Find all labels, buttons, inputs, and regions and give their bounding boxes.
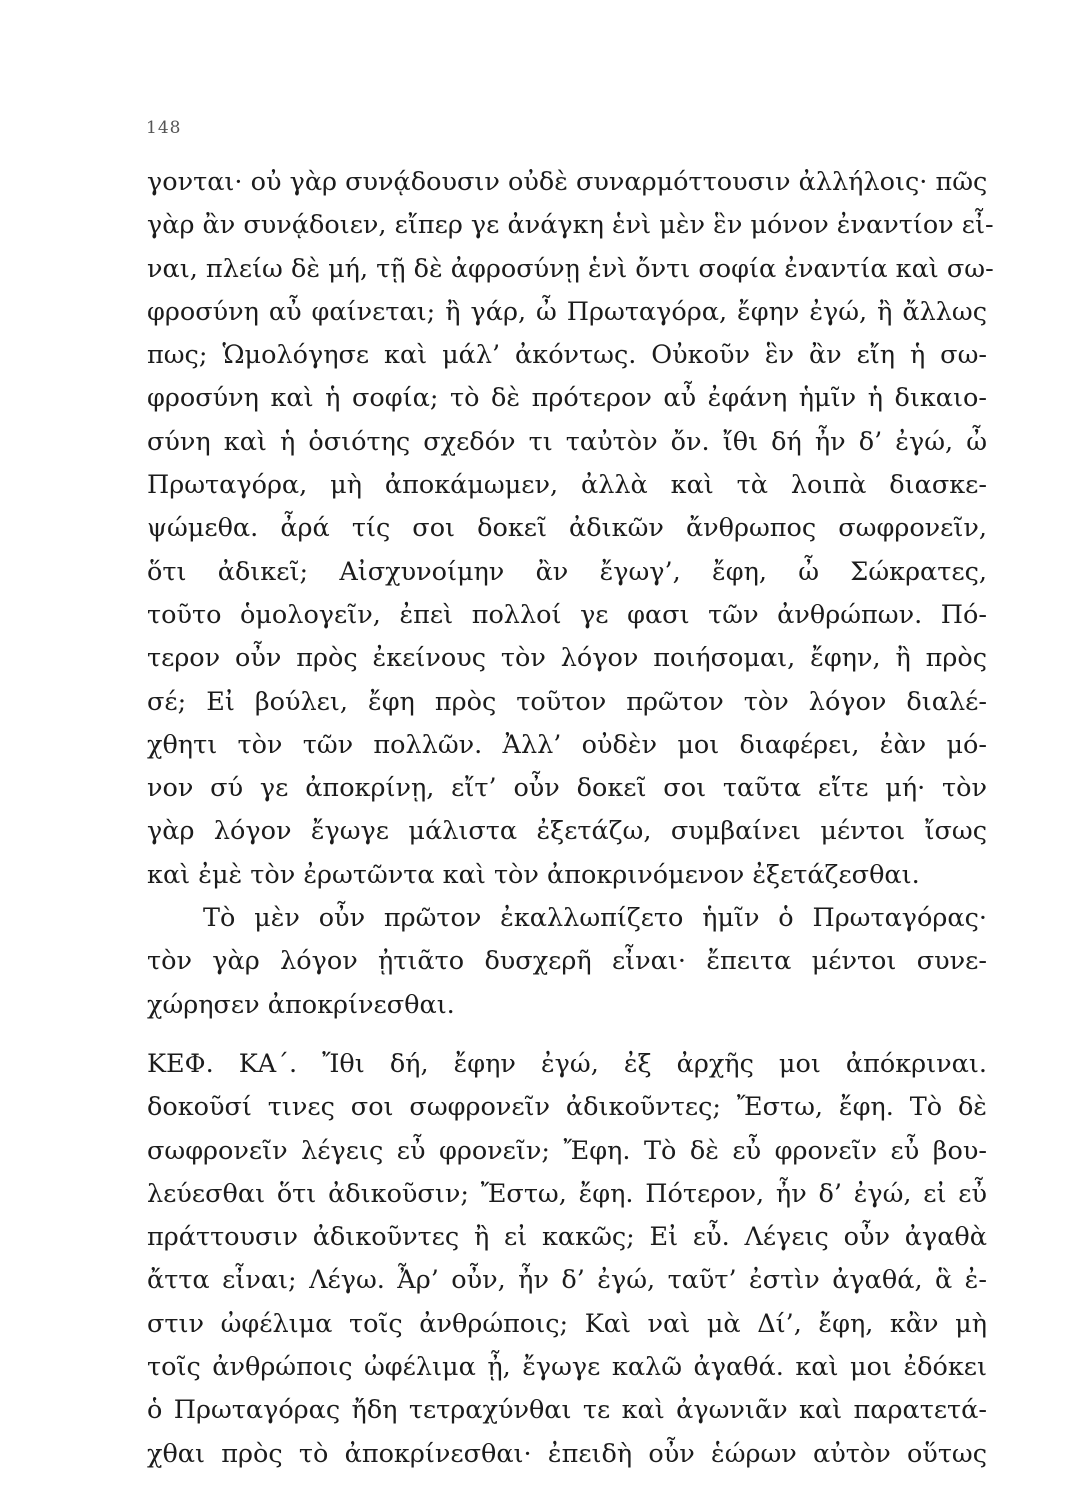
text-line: λεύεσθαι ὅτι ἀδικοῦσιν; Ἔστω, ἔφη. Πότερον, ἦν δ’ ἐγώ, εἰ εὖ	[147, 1178, 987, 1209]
text-line: φροσύνη καὶ ἡ σοφία; τὸ δὲ πρότερον αὖ ἐφάνη ἡμῖν ἡ δικαιο-	[147, 383, 987, 414]
text-line: τερον οὖν πρὸς ἐκείνους τὸν λόγον ποιήσομαι, ἔφην, ἢ πρὸς	[147, 643, 987, 674]
text-line: Πρωταγόρα, μὴ ἀποκάμωμεν, ἀλλὰ καὶ τὰ λοιπὰ διασκε-	[147, 470, 987, 501]
text-line: νον σύ γε ἀποκρίνῃ, εἴτ’ οὖν δοκεῖ σοι ταῦτα εἴτε μή· τὸν	[147, 773, 987, 804]
text-line: ὅτι ἀδικεῖ; Αἰσχυνοίμην ἂν ἔγωγ’, ἔφη, ὦ Σώκρατες,	[147, 556, 987, 587]
text-line: σύνη καὶ ἡ ὁσιότης σχεδόν τι ταὐτὸν ὄν. ἴθι δή ἦν δ’ ἐγώ, ὦ	[147, 426, 987, 457]
text-line: τὸν γὰρ λόγον ᾐτιᾶτο δυσχερῆ εἶναι· ἔπειτα μέντοι συνε-	[147, 946, 987, 977]
text-line: δοκοῦσί τινες σοι σωφρονεῖν ἀδικοῦντες; Ἔστω, ἔφη. Τὸ δὲ	[147, 1092, 987, 1123]
text-line: ὁ Πρωταγόρας ἤδη τετραχύνθαι τε καὶ ἀγωνιᾶν καὶ παρατετά-	[147, 1395, 987, 1426]
text-line: πως; Ὡμολόγησε καὶ μάλ’ ἀκόντως. Οὐκοῦν ἓν ἂν εἴη ἡ σω-	[147, 340, 987, 371]
text-line: τοῦτο ὁμολογεῖν, ἐπεὶ πολλοί γε φασι τῶν ἀνθρώπων. Πό-	[147, 599, 987, 630]
text-line: ναι, πλείω δὲ μή, τῇ δὲ ἀφροσύνῃ ἑνὶ ὄντι σοφία ἐναντία καὶ σω-	[147, 253, 994, 284]
text-line: ψώμεθα. ἆρά τίς σοι δοκεῖ ἀδικῶν ἄνθρωπος σωφρονεῖν,	[147, 513, 987, 544]
text-line: σωφρονεῖν λέγεις εὖ φρονεῖν; Ἔφη. Τὸ δὲ εὖ φρονεῖν εὖ βου-	[147, 1135, 987, 1166]
text-line: χθητι τὸν τῶν πολλῶν. Ἀλλ’ οὐδὲν μοι διαφέρει, ἐὰν μό-	[147, 729, 987, 760]
text-line: γὰρ λόγον ἔγωγε μάλιστα ἐξετάζω, συμβαίνει μέντοι ἴσως	[147, 816, 987, 847]
text-line: χώρησεν ἀποκρίνεσθαι.	[147, 989, 455, 1020]
page-number: 148	[146, 118, 182, 138]
text-line: γὰρ ἂν συνᾴδοιεν, εἴπερ γε ἀνάγκη ἑνὶ μὲν ἓν μόνον ἐναντίον εἶ-	[147, 210, 994, 241]
text-section-2	[147, 1043, 987, 1476]
text-section-1	[147, 161, 994, 1027]
text-line: χθαι πρὸς τὸ ἀποκρίνεσθαι· ἐπειδὴ οὖν ἑώρων αὐτὸν οὕτως	[147, 1438, 987, 1469]
text-line: ἄττα εἶναι; Λέγω. Ἆρ’ οὖν, ἦν δ’ ἐγώ, ταῦτ’ ἐστὶν ἀγαθά, ἃ ἐ-	[147, 1265, 987, 1296]
text-line: καὶ ἐμὲ τὸν ἐρωτῶντα καὶ τὸν ἀποκρινόμενον ἐξετάζεσθαι.	[147, 859, 920, 890]
paragraph-start-line: Τὸ μὲν οὖν πρῶτον ἐκαλλωπίζετο ἡμῖν ὁ Πρωταγόρας·	[203, 903, 987, 934]
chapter-heading-line: ΚΕΦ. ΚΑ΄. Ἴθι δή, ἔφην ἐγώ, ἐξ ἀρχῆς μοι ἀπόκριναι.	[147, 1049, 987, 1079]
text-line: γονται· οὐ γὰρ συνᾴδουσιν οὐδὲ συναρμόττουσιν ἀλλήλοις· πῶς	[147, 167, 988, 197]
text-line: τοῖς ἀνθρώποις ὠφέλιμα ᾖ, ἔγωγε καλῶ ἀγαθά. καὶ μοι ἐδόκει	[147, 1352, 987, 1383]
text-line: πράττουσιν ἀδικοῦντες ἢ εἰ κακῶς; Εἰ εὖ. Λέγεις οὖν ἀγαθὰ	[147, 1222, 987, 1253]
text-line: στιν ὠφέλιμα τοῖς ἀνθρώποις; Καὶ ναὶ μὰ Δί’, ἔφη, κἂν μὴ	[147, 1308, 987, 1339]
text-line: σέ; Εἰ βούλει, ἔφη πρὸς τοῦτον πρῶτον τὸν λόγον διαλέ-	[147, 686, 987, 717]
text-line: φροσύνη αὖ φαίνεται; ἢ γάρ, ὦ Πρωταγόρα, ἔφην ἐγώ, ἢ ἄλλως	[147, 296, 987, 327]
